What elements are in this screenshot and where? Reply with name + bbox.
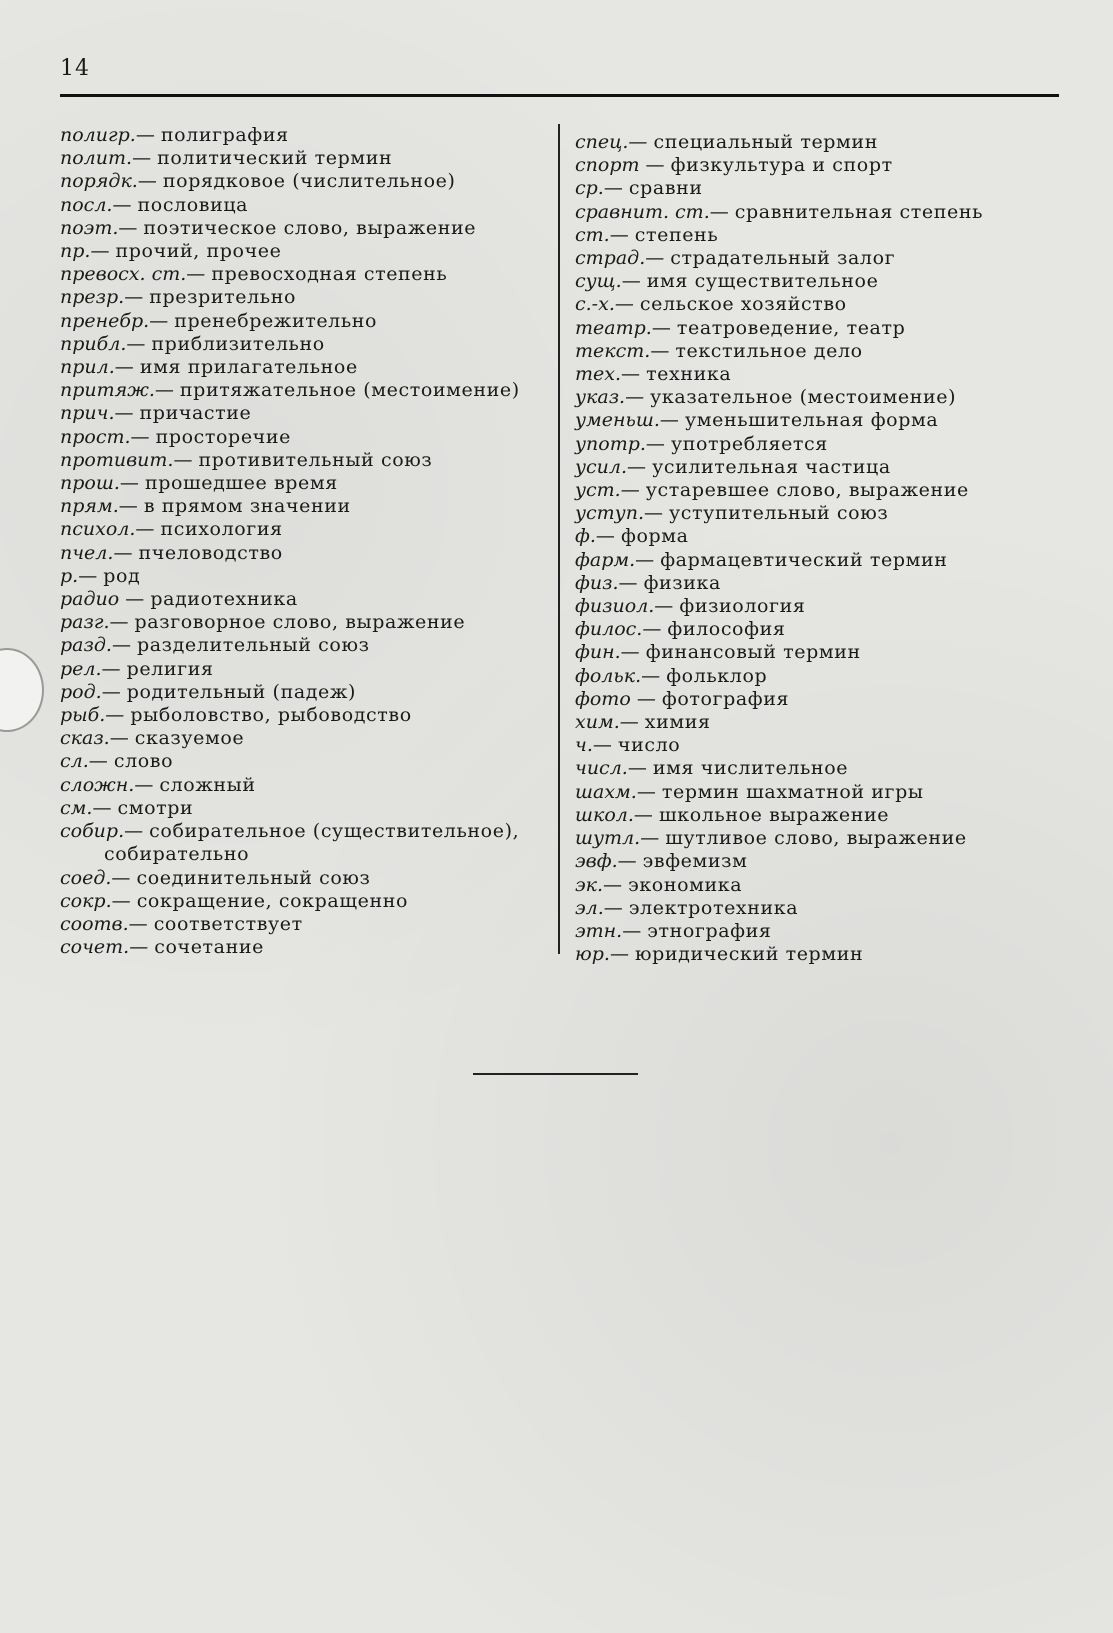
abbreviation-definition: порядковое (числительное)	[162, 170, 456, 193]
abbreviation-dash: —	[111, 889, 137, 912]
abbreviation-dash: —	[633, 803, 659, 826]
abbreviation-term: эк.	[575, 873, 604, 896]
abbreviation-term: этн.	[575, 919, 623, 942]
abbreviation-entry	[60, 565, 560, 588]
abbreviation-term: притяж.	[60, 379, 155, 402]
abbreviation-dash: —	[92, 796, 118, 819]
abbreviation-definition: физика	[643, 571, 721, 594]
abbreviation-definition: разговорное слово, выражение	[134, 611, 466, 634]
abbreviation-dash: —	[101, 680, 127, 703]
abbreviation-dash: —	[659, 409, 685, 432]
abbreviation-term: соед.	[60, 866, 112, 889]
abbreviation-dash: —	[592, 734, 618, 757]
abbreviation-entry	[60, 147, 560, 170]
abbreviation-term: сущ.	[575, 270, 622, 293]
abbreviation-dash: —	[126, 332, 152, 355]
abbreviation-entry	[60, 310, 560, 333]
abbreviation-dash: —	[643, 502, 670, 525]
abbreviation-entry	[60, 936, 560, 959]
abbreviation-dash: —	[595, 525, 621, 548]
abbreviation-definition: сельское хозяйство	[639, 293, 847, 316]
abbreviation-dash: —	[621, 363, 647, 386]
abbreviation-entry	[60, 913, 560, 936]
abbreviation-entry	[575, 154, 1065, 177]
abbreviation-dash: —	[639, 154, 671, 177]
abbreviation-entry	[575, 641, 1065, 664]
abbreviation-entry	[60, 588, 560, 611]
abbreviation-entry	[575, 409, 1065, 432]
abbreviation-entry	[60, 495, 560, 518]
abbreviation-term: превосх. ст.	[60, 263, 187, 286]
abbreviation-definition: пренебрежительно	[174, 309, 378, 332]
abbreviation-term: радио	[60, 588, 120, 611]
abbreviation-dash: —	[112, 193, 138, 216]
abbreviation-entry	[575, 270, 1065, 293]
header-rule	[60, 94, 1059, 97]
abbreviation-entry	[60, 681, 560, 704]
abbreviation-dash: —	[132, 147, 158, 170]
abbreviation-definition: родительный (падеж)	[126, 680, 356, 703]
abbreviation-entry	[575, 340, 1065, 363]
abbreviation-definition: смотри	[117, 796, 194, 819]
abbreviation-term: поэт.	[60, 216, 119, 239]
abbreviation-definition: степень	[634, 223, 719, 246]
abbreviation-definition: религия	[126, 657, 214, 680]
abbreviation-dash: —	[109, 611, 135, 634]
abbreviation-entry	[60, 449, 560, 472]
abbreviation-dash: —	[620, 479, 646, 502]
abbreviation-definition: юридический термин	[634, 943, 864, 966]
abbreviation-term: порядк.	[60, 170, 138, 193]
abbreviation-dash: —	[78, 564, 104, 587]
abbreviation-dash: —	[627, 455, 653, 478]
abbreviation-term: противит.	[60, 448, 174, 471]
abbreviation-definition: фольклор	[666, 664, 768, 687]
abbreviation-dash: —	[137, 170, 163, 193]
abbreviation-entry	[60, 611, 560, 634]
abbreviation-term: уст.	[575, 479, 621, 502]
abbreviation-entry	[60, 240, 560, 263]
abbreviation-entry	[60, 820, 560, 843]
abbreviation-entry	[575, 804, 1065, 827]
abbreviation-entry	[575, 734, 1065, 757]
abbreviation-term: театр.	[575, 316, 652, 339]
abbreviation-dash: —	[124, 820, 150, 843]
abbreviation-dash: —	[654, 595, 680, 618]
abbreviation-dash: —	[635, 548, 661, 571]
abbreviation-term: сложн.	[60, 773, 135, 796]
abbreviation-entry	[575, 757, 1065, 780]
abbreviation-dash: —	[105, 704, 131, 727]
abbreviation-entry	[575, 920, 1065, 943]
abbreviation-term: психол.	[60, 518, 136, 541]
abbreviation-entry	[60, 658, 560, 681]
abbreviation-dash: —	[101, 657, 127, 680]
abbreviation-term: уменьш.	[575, 409, 660, 432]
abbreviation-definition: страдательный залог	[670, 247, 896, 270]
abbreviation-dash: —	[124, 286, 150, 309]
abbreviation-term: фин.	[575, 641, 621, 664]
abbreviation-definition: этнография	[647, 919, 772, 942]
abbreviation-term: страд.	[575, 247, 646, 270]
abbreviation-definition: экономика	[628, 873, 743, 896]
abbreviation-dash: —	[609, 223, 635, 246]
page-number: 14	[60, 56, 90, 81]
abbreviation-definition: физкультура и спорт	[670, 154, 893, 177]
abbreviation-term: соотв.	[60, 912, 129, 935]
abbreviation-entry	[575, 943, 1065, 966]
abbreviation-entry	[575, 363, 1065, 386]
abbreviation-entry	[575, 688, 1065, 711]
abbreviation-term: шутл.	[575, 827, 641, 850]
abbreviation-term: юр.	[575, 943, 610, 966]
abbreviation-term: род.	[60, 680, 102, 703]
abbreviation-definition: уменьшительная форма	[684, 409, 939, 432]
abbreviation-entry	[60, 124, 560, 147]
abbreviation-term: тех.	[575, 363, 622, 386]
abbreviation-entry	[60, 727, 560, 750]
abbreviation-entry	[575, 177, 1065, 200]
abbreviation-term: сочет.	[60, 936, 130, 959]
abbreviation-term: разд.	[60, 634, 112, 657]
abbreviation-entry	[575, 572, 1065, 595]
abbreviation-definition: число	[617, 734, 681, 757]
abbreviation-term: физ.	[575, 571, 619, 594]
abbreviation-dash: —	[603, 896, 629, 919]
abbreviation-dash: —	[630, 687, 662, 710]
abbreviation-dash: —	[118, 495, 144, 518]
abbreviation-definition: полиграфия	[160, 124, 289, 146]
abbreviation-term: рел.	[60, 657, 102, 680]
abbreviation-definition: употребляется	[670, 432, 828, 455]
abbreviation-term: ч.	[575, 734, 593, 757]
abbreviation-entry	[60, 750, 560, 773]
abbreviation-definition: презрительно	[149, 286, 296, 309]
abbreviation-entry	[60, 426, 560, 449]
abbreviation-definition: сравни	[628, 177, 703, 200]
abbreviation-entry	[60, 774, 560, 797]
abbreviation-entry	[575, 293, 1065, 316]
abbreviation-definition: физиология	[679, 595, 806, 618]
abbreviation-definition: просторечие	[155, 425, 291, 448]
abbreviation-definition: имя числительное	[652, 757, 849, 780]
abbreviation-definition: текстильное дело	[675, 339, 863, 362]
abbreviation-definition: химия	[644, 711, 711, 734]
abbreviation-dash: —	[645, 432, 671, 455]
abbreviation-definition: форма	[620, 525, 689, 548]
abbreviation-dash: —	[628, 131, 654, 153]
abbreviation-dash: —	[618, 571, 644, 594]
abbreviation-dash: —	[119, 588, 151, 611]
abbreviation-entry	[60, 518, 560, 541]
abbreviation-definition: философия	[667, 618, 786, 641]
abbreviation-entry	[575, 247, 1065, 270]
abbreviation-dash: —	[130, 425, 156, 448]
abbreviation-dash: —	[621, 270, 647, 293]
abbreviation-definition: прошедшее время	[144, 472, 338, 495]
abbreviation-entry	[60, 797, 560, 820]
abbreviation-dash: —	[617, 850, 643, 873]
abbreviation-term: усил.	[575, 455, 628, 478]
abbreviation-dash: —	[135, 518, 161, 541]
abbreviation-dash: —	[111, 866, 137, 889]
abbreviation-term: см.	[60, 796, 93, 819]
abbreviation-entry	[60, 402, 560, 425]
abbreviation-dash: —	[614, 293, 640, 316]
abbreviation-entry	[575, 874, 1065, 897]
abbreviation-entry	[60, 542, 560, 565]
abbreviation-entry	[575, 618, 1065, 641]
abbreviation-definition: фотография	[661, 687, 790, 710]
abbreviation-term: пр.	[60, 240, 91, 263]
abbreviation-definition: рыболовство, рыбоводство	[130, 704, 412, 727]
abbreviation-definition: сокращение, сокращенно	[136, 889, 409, 912]
abbreviation-definition: устаревшее слово, выражение	[645, 479, 969, 502]
abbreviation-definition: термин шахматной игры	[661, 780, 924, 803]
abbreviation-entry	[575, 479, 1065, 502]
abbreviation-definition: соединительный союз	[136, 866, 371, 889]
abbreviation-dash: —	[620, 641, 646, 664]
end-of-list-rule	[473, 1073, 638, 1075]
abbreviation-dash: —	[651, 316, 677, 339]
abbreviation-definition: эвфемизм	[642, 850, 748, 873]
abbreviation-term: числ.	[575, 757, 628, 780]
page-edge-notch	[0, 648, 44, 732]
abbreviation-term: школ.	[575, 803, 634, 826]
abbreviation-term: уступ.	[575, 502, 644, 525]
abbreviation-entry	[60, 194, 560, 217]
abbreviation-dash: —	[641, 664, 667, 687]
abbreviation-term: физиол.	[575, 595, 655, 618]
abbreviation-definition: противительный союз	[198, 448, 433, 471]
abbreviation-dash: —	[603, 873, 629, 896]
abbreviation-definition: финансовый термин	[645, 641, 861, 664]
abbreviation-definition: причастие	[139, 402, 252, 425]
abbreviation-term: сказ.	[60, 727, 110, 750]
abbreviation-definition: приблизительно	[151, 332, 325, 355]
abbreviation-term: ст.	[575, 223, 610, 246]
abbreviation-dash: —	[627, 757, 653, 780]
abbreviation-entry	[575, 595, 1065, 618]
abbreviation-term: полигр.	[60, 124, 136, 146]
abbreviation-dash: —	[118, 216, 144, 239]
abbreviation-entry	[60, 472, 560, 495]
abbreviation-term: указ.	[575, 386, 626, 409]
abbreviation-entry	[575, 827, 1065, 850]
abbreviation-entry	[60, 379, 560, 402]
abbreviation-dash: —	[619, 711, 645, 734]
abbreviation-definition: слово	[113, 750, 174, 773]
abbreviation-definition: собирательное (существительное),	[149, 820, 520, 843]
abbreviation-definition: сочетание	[154, 936, 264, 959]
abbreviation-term: спец.	[575, 131, 629, 153]
abbreviation-term: сравнит. ст.	[575, 200, 710, 223]
abbreviation-entry	[575, 897, 1065, 920]
abbreviation-dash: —	[625, 386, 651, 409]
abbreviation-term: прибл.	[60, 332, 127, 355]
abbreviation-dash: —	[186, 263, 212, 286]
abbreviation-entry	[575, 502, 1065, 525]
abbreviation-term: эвф.	[575, 850, 618, 873]
abbreviation-term: р.	[60, 564, 79, 587]
abbreviation-dash: —	[128, 912, 154, 935]
abbreviation-definition: указательное (местоимение)	[650, 386, 957, 409]
abbreviation-definition: усилительная частица	[652, 455, 891, 478]
abbreviation-term: прост.	[60, 425, 131, 448]
abbreviation-definition: разделительный союз	[136, 634, 370, 657]
abbreviation-entry	[575, 317, 1065, 340]
abbreviation-definition: театроведение, театр	[676, 316, 906, 339]
abbreviation-entry	[60, 333, 560, 356]
abbreviation-term: пренебр.	[60, 309, 150, 332]
abbreviation-term: прош.	[60, 472, 120, 495]
abbreviation-entry	[575, 386, 1065, 409]
abbreviation-term: употр.	[575, 432, 646, 455]
abbreviation-dash: —	[135, 124, 161, 146]
abbreviation-entry	[575, 711, 1065, 734]
abbreviation-dash: —	[642, 618, 668, 641]
abbreviation-definition: превосходная степень	[211, 263, 448, 286]
abbreviation-dash: —	[603, 177, 629, 200]
abbreviation-definition: притяжательное (местоимение)	[179, 379, 520, 402]
abbreviation-entry	[60, 263, 560, 286]
abbreviation-term: рыб.	[60, 704, 106, 727]
abbreviation-dash: —	[645, 247, 671, 270]
abbreviation-term: прил.	[60, 356, 115, 379]
abbreviation-entry	[575, 201, 1065, 224]
abbreviation-definition: имя прилагательное	[139, 356, 358, 379]
abbreviation-dash: —	[636, 780, 662, 803]
abbreviation-definition: сложный	[159, 773, 256, 796]
abbreviation-entry	[575, 850, 1065, 873]
abbreviation-definition: пчеловодство	[138, 541, 283, 564]
abbreviation-definition: сравнительная степень	[734, 200, 984, 223]
abbreviation-dash: —	[173, 448, 199, 471]
left-abbreviation-column	[60, 124, 560, 959]
abbreviation-term: прич.	[60, 402, 115, 425]
abbreviation-term: хим.	[575, 711, 620, 734]
abbreviation-term: собир.	[60, 820, 125, 843]
abbreviation-definition: сказуемое	[134, 727, 245, 750]
abbreviation-dash: —	[609, 943, 635, 966]
abbreviation-entry	[60, 704, 560, 727]
abbreviation-term: текст.	[575, 339, 651, 362]
abbreviation-term: прям.	[60, 495, 119, 518]
abbreviation-definition: психология	[160, 518, 283, 541]
abbreviation-definition: имя существительное	[646, 270, 879, 293]
abbreviation-entry	[575, 549, 1065, 572]
abbreviation-term: фото	[575, 687, 631, 710]
abbreviation-definition: политический термин	[157, 147, 393, 170]
abbreviation-definition: прочий, прочее	[115, 240, 282, 263]
abbreviation-definition: специальный термин	[653, 131, 878, 153]
abbreviation-term: разг.	[60, 611, 110, 634]
abbreviation-definition: радиотехника	[150, 588, 298, 611]
abbreviation-dash: —	[709, 200, 735, 223]
abbreviation-entry	[60, 634, 560, 657]
abbreviation-dash: —	[109, 727, 135, 750]
abbreviation-definition: техника	[646, 363, 732, 386]
abbreviation-dash: —	[640, 827, 666, 850]
abbreviation-term: презр.	[60, 286, 125, 309]
abbreviation-dash: —	[119, 472, 145, 495]
abbreviation-dash: —	[149, 309, 175, 332]
definition-continuation: собирательно	[104, 843, 250, 866]
abbreviation-entry	[60, 867, 560, 890]
abbreviation-dash: —	[134, 773, 160, 796]
abbreviation-dash: —	[154, 379, 180, 402]
abbreviation-term: ф.	[575, 525, 596, 548]
abbreviation-definition: фармацевтический термин	[660, 548, 948, 571]
abbreviation-entry	[575, 665, 1065, 688]
abbreviation-dash: —	[114, 356, 140, 379]
abbreviation-dash: —	[90, 240, 116, 263]
abbreviation-term: эл.	[575, 896, 604, 919]
abbreviation-term: сл.	[60, 750, 89, 773]
abbreviation-term: фарм.	[575, 548, 636, 571]
abbreviation-entry	[60, 890, 560, 913]
abbreviation-entry	[575, 433, 1065, 456]
abbreviation-entry	[60, 286, 560, 309]
abbreviation-dash: —	[113, 541, 139, 564]
abbreviation-definition: электротехника	[628, 896, 799, 919]
abbreviation-term: шахм.	[575, 780, 637, 803]
abbreviation-entry	[60, 217, 560, 240]
abbreviation-definition: уступительный союз	[669, 502, 889, 525]
abbreviation-term: полит.	[60, 147, 133, 170]
abbreviation-term: сокр.	[60, 889, 112, 912]
abbreviation-definition: пословица	[137, 193, 249, 216]
column-divider	[558, 124, 560, 954]
abbreviation-definition: род	[103, 564, 141, 587]
abbreviation-dash: —	[622, 919, 648, 942]
abbreviation-term: фольк.	[575, 664, 642, 687]
abbreviation-term: с.-х.	[575, 293, 615, 316]
abbreviation-entry	[575, 525, 1065, 548]
abbreviation-definition: шутливое слово, выражение	[665, 827, 967, 850]
abbreviation-dash: —	[114, 402, 140, 425]
abbreviation-entry	[575, 456, 1065, 479]
abbreviation-term: спорт	[575, 154, 640, 177]
abbreviation-dash: —	[111, 634, 137, 657]
abbreviation-entry	[60, 170, 560, 193]
abbreviation-entry	[575, 131, 1065, 154]
abbreviation-term: посл.	[60, 193, 113, 216]
abbreviation-definition: школьное выражение	[658, 803, 890, 826]
abbreviation-dash: —	[129, 936, 155, 959]
abbreviation-definition: соответствует	[153, 912, 303, 935]
abbreviation-entry	[60, 356, 560, 379]
abbreviation-term: пчел.	[60, 541, 114, 564]
abbreviation-entry	[575, 781, 1065, 804]
abbreviation-definition: в прямом значении	[143, 495, 351, 518]
abbreviation-dash: —	[88, 750, 114, 773]
abbreviation-term: ср.	[575, 177, 604, 200]
abbreviation-entry	[575, 224, 1065, 247]
abbreviation-definition: поэтическое слово, выражение	[143, 216, 477, 239]
abbreviation-term: филос.	[575, 618, 643, 641]
abbreviation-dash: —	[650, 339, 676, 362]
right-abbreviation-column	[575, 131, 1065, 966]
